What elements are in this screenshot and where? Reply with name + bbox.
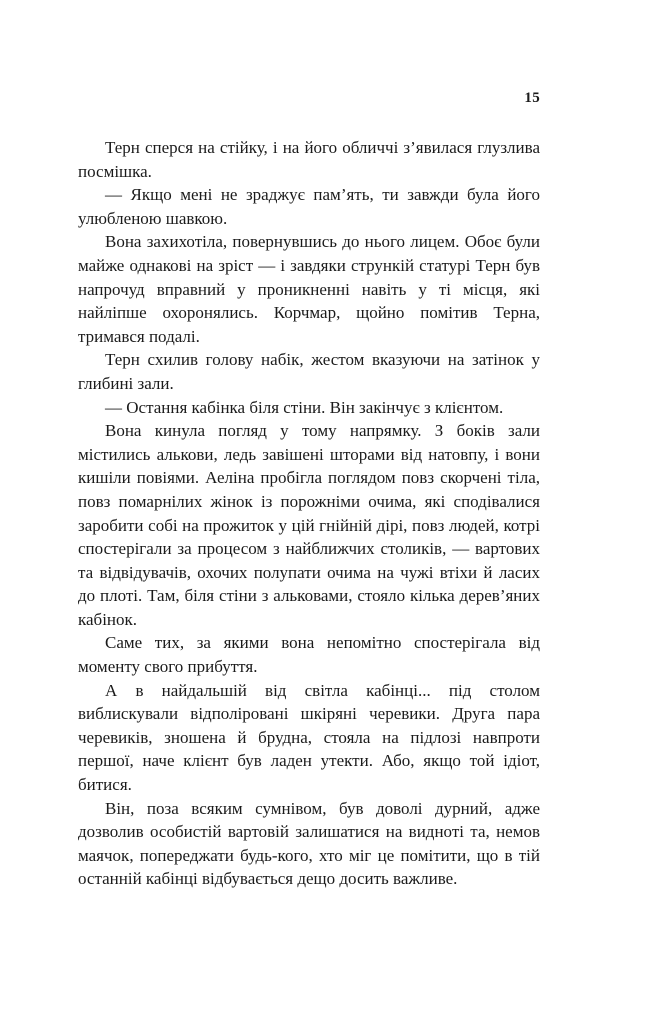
page-text	[78, 136, 540, 891]
paragraph: Вона кинула погляд у тому напрямку. З боків зали містились алькови, ледь завішені шторами від натовпу, і вони кишіли повіями. Аеліна пробігла поглядом повз скорчені тіла, повз помарнілих жінок із порожніми очима, які сподівалися заробити собі на прожиток у цій гнійній дірі, повз людей, котрі спостерігали за процесом з найближчих столиків, — вартових та відвідувачів, охочих полупати очима на чужі втіхи й ласих до плоті. Там, біля стіни з альковами, стояло кілька дерев’яних кабінок.	[78, 421, 540, 629]
paragraph: Терн схилив голову набік, жестом вказуючи на затінок у глибині зали.	[78, 350, 540, 393]
paragraph: Вона захихотіла, повернувшись до нього лицем. Обоє були майже однакові на зріст — і завдяки стрункій статурі Терн був напрочуд вправний у проникненні навіть у ті місця, які найліпше охоронялись. Корчмар, щойно помітив Терна, тримався подалі.	[78, 232, 540, 346]
page-number: 15	[524, 90, 540, 106]
paragraph-dialogue: — Якщо мені не зраджує пам’ять, ти завжди була його улюбленою шавкою.	[78, 185, 540, 228]
paragraph: А в найдальшій від світла кабінці... під столом виблискували відполіровані шкіряні черевики. Друга пара черевиків, зношена й брудна, стояла на підлозі навпроти першої, наче клієнт був ладен утекти. Або, якщо той ідіот, битися.	[78, 680, 540, 795]
paragraph: Терн сперся на стійку, і на його обличчі з’явилася глузлива посмішка.	[78, 138, 540, 181]
paragraph: Саме тих, за якими вона непомітно спостерігала від моменту свого прибуття.	[78, 633, 540, 677]
paragraph: Він, поза всяким сумнівом, був доволі дурний, адже дозволив особистій вартовій залишатися на видноті та, немов маячок, попереджати будь-кого, хто міг це помітити, що в тій останній кабінці відбувається дещо досить важливе.	[78, 798, 540, 889]
paragraph-dialogue: — Остання кабінка біля стіни. Він закінчує з клієнтом.	[105, 397, 504, 417]
